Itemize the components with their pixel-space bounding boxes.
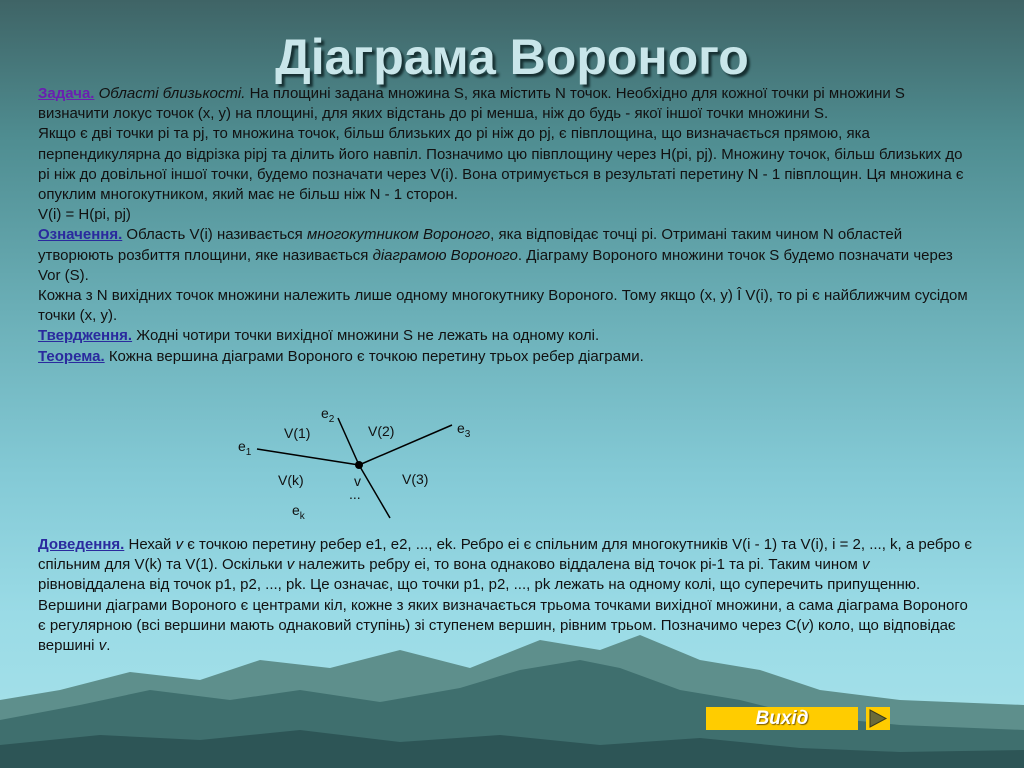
proof-label[interactable]: Доведення. xyxy=(38,536,125,553)
proof-p2 xyxy=(38,596,978,657)
label-e1: $e_1$ xyxy=(238,438,252,458)
definition-paragraph xyxy=(38,225,978,286)
label-v: v xyxy=(354,473,361,489)
label-v3: V(3) xyxy=(402,471,429,487)
diagram-lines xyxy=(220,398,500,528)
definition-t3: . Діаграму Вороного множини точок S будемо позначати через Vor (S). xyxy=(38,246,953,284)
definition-label[interactable]: Означення. xyxy=(38,226,123,244)
proof-t1: Нехай xyxy=(128,536,172,553)
proof-i2: v xyxy=(286,556,295,574)
task-label[interactable]: Задача. xyxy=(38,85,95,102)
label-vk: V(k) xyxy=(278,472,304,488)
proof-p2i: v xyxy=(801,616,809,634)
label-v2: V(2) xyxy=(368,423,395,439)
play-arrow-icon xyxy=(866,707,890,730)
label-e2: $e_2$ xyxy=(321,405,335,425)
proof-section xyxy=(38,535,978,656)
theorem-paragraph xyxy=(38,347,978,367)
next-arrow-button[interactable] xyxy=(866,707,890,730)
label-e3: $e_3$ xyxy=(457,420,471,440)
edge-e1 xyxy=(257,449,359,465)
proof-p2i2: v xyxy=(98,637,107,655)
proof-p2c: . xyxy=(106,637,111,655)
proof-p2b: ) коло, що відповідає вершині xyxy=(38,616,956,655)
definition-t2: , яка відповідає точці pi. Отримані таким чином N областей утворюють розбиття площини, яке називається xyxy=(38,226,903,264)
task-paragraph xyxy=(38,84,978,124)
proof-t4: рівновіддалена від точок p1, p2, ..., pk. Це означає, що точки p1, p2, ..., pk лежать на одному колі, що суперечить припущенню. xyxy=(38,576,921,594)
task-p3: V(i) = H(pi, pj) xyxy=(38,206,131,224)
definition-i2: діаграмою Вороного xyxy=(372,246,518,264)
label-v1: V(1) xyxy=(284,425,311,441)
proof-i3: v xyxy=(861,556,870,574)
label-ek: $e_k$ xyxy=(292,502,305,522)
definition-t1: Область V(i) називається xyxy=(126,226,303,244)
task-italic: Області близькості. xyxy=(98,85,246,102)
proof-t2: є точкою перетину ребер e1, e2, ..., ek. Ребро ei є спільним для многокутників V(i - 1) та V(i), i = 2, ..., k, а ребро є спільним для V(k) та V(1). Оскільки xyxy=(38,536,973,574)
edge-e2 xyxy=(338,418,359,465)
definition-i1: многокутником Вороного xyxy=(306,226,491,244)
definition-p2: Кожна з N вихідних точок множини належить лише одному многокутнику Вороного. Тому якщо (x, y) Î V(i), то pi є найближчим сусідом точки (x, y). xyxy=(38,287,968,325)
task-p2: Якщо є дві точки pi та pj, то множина точок, більш близьких до pi ніж до pj, є півплощина, що визначається прямою, яка перпендикулярна до відрізка pipj та ділить його навпіл. Позначимо цю півплощину через H(pi, pj). Множину точок, більш близьких до pi ніж до довільної іншої точки, будемо позначати через V(i). Вона отримується в результаті перетину N - 1 півплощин. Ця множина є опуклим многокутником, який має не більш ніж N - 1 сторон. xyxy=(38,125,964,204)
label-dots: ... xyxy=(349,486,361,502)
proof-t3: належить ребру ei, то вона однаково віддалена від точок pi-1 та pi. Таким чином xyxy=(298,556,858,574)
task-text: На площині задана множина S, яка містить N точок. Необхідно для кожної точки pi множини S визначити локус точок (x, y) на площині, для яких відстань до pi менша, ніж до будь - якої іншої точки множини S. xyxy=(38,85,905,123)
theorem-label[interactable]: Теорема. xyxy=(38,347,105,365)
page-title: Діаграма Вороного xyxy=(275,29,749,85)
exit-button[interactable]: Вихід xyxy=(706,707,858,730)
proof-paragraph xyxy=(38,535,978,596)
main-text xyxy=(38,84,978,367)
claim-label[interactable]: Твердження. xyxy=(38,327,133,345)
proof-i1: v xyxy=(175,536,184,553)
theorem-text: Кожна вершина діаграми Вороного є точкою перетину трьох ребер діаграми. xyxy=(108,347,644,365)
claim-paragraph xyxy=(38,326,978,346)
vertex-v xyxy=(355,461,363,469)
claim-text: Жодні чотири точки вихідної множини S не лежать на одному колі. xyxy=(136,327,600,345)
edge-e3-lower xyxy=(359,465,390,518)
proof-p2a: Вершини діаграми Вороного є центрами кіл, кожне з яких визначається трьома точками вихідної множини, а сама діаграма Вороного є регулярною (всі вершини мають однаковий ступінь) зі ступенем вершин, рівним трьом. Позначимо через С( xyxy=(38,596,968,634)
